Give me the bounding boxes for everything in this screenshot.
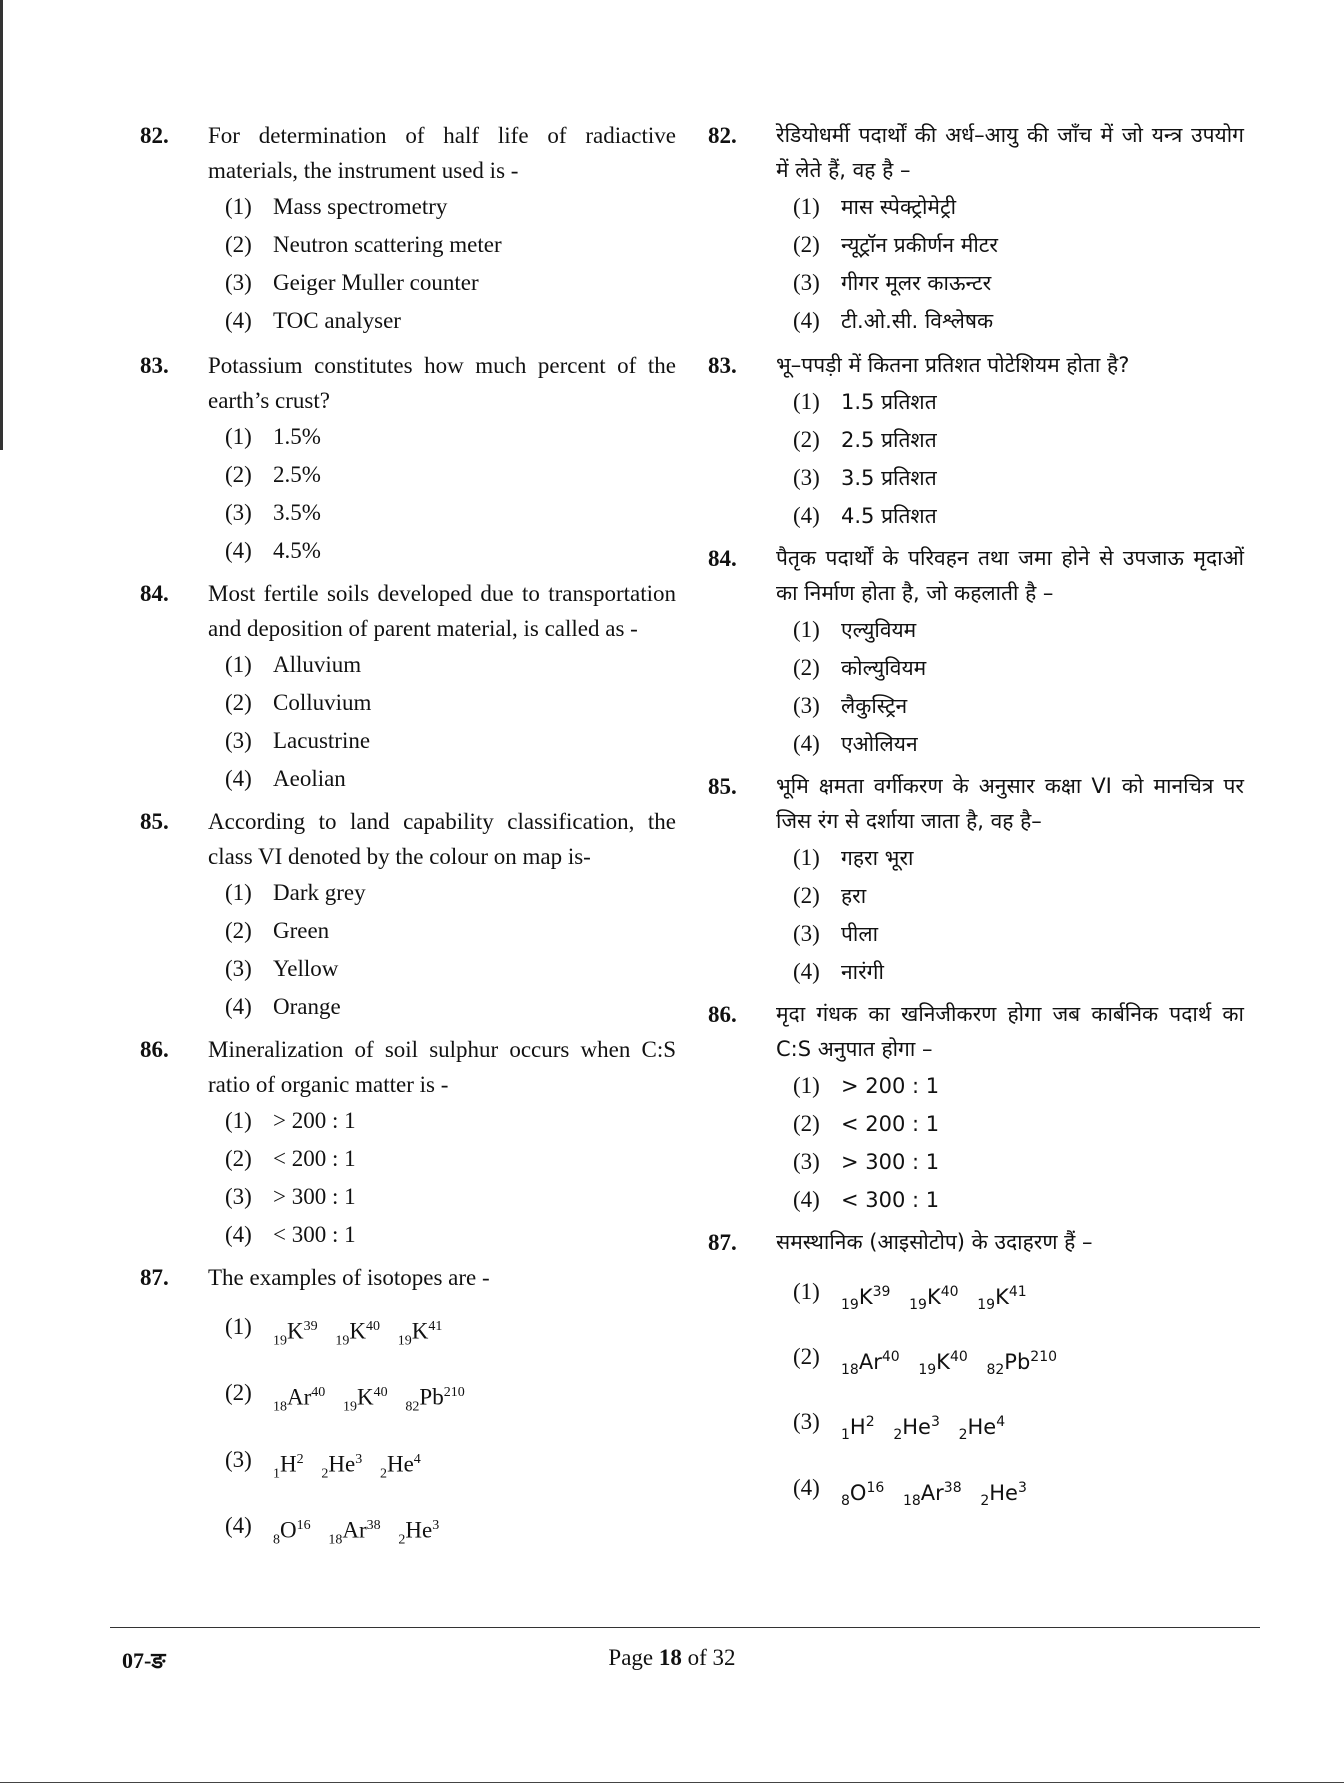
page-current: 18 <box>658 1645 682 1670</box>
option <box>225 418 676 456</box>
option-number: (4) <box>793 308 820 333</box>
option-text: Green <box>273 918 330 943</box>
option-text: न्यूट्रॉन प्रकीर्णन मीटर <box>841 233 998 257</box>
question-text: Most fertile soils developed due to transportation and deposition of parent material, is called as - <box>208 581 676 641</box>
option <box>793 877 1244 915</box>
question-number: 86. <box>140 1037 169 1062</box>
question-number: 84. <box>140 581 169 606</box>
question-number: 84. <box>708 546 737 571</box>
option-number: (1) <box>225 194 252 219</box>
option-text: < 200 : 1 <box>841 1112 940 1136</box>
option <box>225 1367 676 1433</box>
option-number: (4) <box>225 538 252 563</box>
isotope: $_2He^4$ <box>379 1451 421 1481</box>
option <box>225 1301 676 1367</box>
isotope-list <box>273 1434 433 1500</box>
question-82-en <box>140 118 676 340</box>
isotope: $_8O^{16}$ <box>273 1517 311 1547</box>
isotope: $_2He^3$ <box>398 1517 440 1547</box>
option-number: (2) <box>793 232 820 257</box>
options <box>793 1266 1244 1527</box>
option-text: पीला <box>841 922 879 946</box>
isotope: $_1H^2$ <box>273 1451 304 1481</box>
option <box>225 302 676 340</box>
question-number: 86. <box>708 1002 737 1027</box>
option-text: 4.5% <box>273 538 321 563</box>
option-number: (3) <box>793 693 820 718</box>
option-number: (3) <box>793 270 820 295</box>
option-number: (1) <box>793 1279 820 1304</box>
option-text: < 300 : 1 <box>273 1222 356 1247</box>
question-number: 85. <box>140 809 169 834</box>
question-number: 85. <box>708 774 737 799</box>
options <box>225 646 676 798</box>
option-text: कोल्युवियम <box>841 656 927 680</box>
options <box>225 1102 676 1254</box>
option-text: 4.5 प्रतिशत <box>841 504 937 528</box>
option-text: Orange <box>273 994 341 1019</box>
question-text: For determination of half life of radiactive materials, the instrument used is - <box>208 123 676 183</box>
option-number: (4) <box>793 959 820 984</box>
option <box>225 1216 676 1254</box>
option <box>225 188 676 226</box>
question-83-en <box>140 348 676 570</box>
question-84-en <box>140 576 676 798</box>
isotope-list <box>841 1396 1017 1461</box>
question-number: 82. <box>140 123 169 148</box>
option-number: (4) <box>793 503 820 528</box>
option-text: Lacustrine <box>273 728 371 753</box>
options <box>793 839 1244 991</box>
option-text: 1.5 प्रतिशत <box>841 390 937 414</box>
option-number: (4) <box>793 731 820 756</box>
option-number: (4) <box>225 766 252 791</box>
question-text: समस्थानिक (आइसोटोप) के उदाहरण हैं – <box>776 1230 1093 1254</box>
option <box>793 226 1244 264</box>
option <box>225 1140 676 1178</box>
isotope: $_{18}Ar^{38}$ <box>328 1517 381 1547</box>
option <box>793 497 1244 535</box>
option-number: (4) <box>225 994 252 1019</box>
bottom-divider <box>0 1782 1344 1783</box>
option <box>793 1105 1244 1143</box>
question-84-hi <box>708 541 1244 763</box>
option-number: (2) <box>225 1146 252 1171</box>
option <box>225 950 676 988</box>
question-85-hi <box>708 769 1244 991</box>
option-text: > 200 : 1 <box>841 1074 940 1098</box>
option-text: 1.5% <box>273 424 321 449</box>
options <box>793 383 1244 535</box>
isotope: $_{82}Pb^{210}$ <box>405 1384 465 1415</box>
isotope-list <box>273 1367 477 1433</box>
option <box>793 953 1244 991</box>
option <box>793 383 1244 421</box>
page-number <box>0 1645 1344 1671</box>
isotope: $_2He^3$ <box>893 1414 940 1444</box>
option <box>793 459 1244 497</box>
option <box>793 839 1244 877</box>
option-text: एल्युवियम <box>841 618 917 642</box>
option-number: (1) <box>793 194 820 219</box>
option <box>793 1266 1244 1331</box>
option <box>793 1143 1244 1181</box>
option <box>225 1178 676 1216</box>
question-text: The examples of isotopes are - <box>208 1265 490 1290</box>
option-number: (4) <box>225 308 252 333</box>
option-number: (3) <box>225 270 252 295</box>
options <box>225 188 676 340</box>
option-text: हरा <box>841 884 867 908</box>
option-number: (3) <box>793 921 820 946</box>
option-text: Colluvium <box>273 690 372 715</box>
question-text: पैतृक पदार्थों के परिवहन तथा जमा होने से उपजाऊ मृदाओं का निर्माण होता है, जो कहलाती है – <box>776 546 1244 605</box>
option <box>225 646 676 684</box>
option-text: > 200 : 1 <box>273 1108 356 1133</box>
options <box>793 1067 1244 1219</box>
question-text: भू–पपड़ी में कितना प्रतिशत पोटेशियम होता है? <box>776 353 1130 377</box>
option-number: (2) <box>793 655 820 680</box>
option-text: 2.5 प्रतिशत <box>841 428 937 452</box>
isotope: $_{19}K^{41}$ <box>977 1284 1027 1314</box>
page-prefix: Page <box>608 1645 659 1670</box>
option-text: गहरा भूरा <box>841 846 914 870</box>
option <box>793 1067 1244 1105</box>
option-number: (2) <box>225 690 252 715</box>
question-text: Potassium constitutes how much percent of the earth’s crust? <box>208 353 676 413</box>
option-number: (2) <box>225 1380 252 1406</box>
option-text: < 300 : 1 <box>841 1188 940 1212</box>
option-number: (3) <box>225 500 252 525</box>
isotope-list <box>273 1301 454 1367</box>
question-86-en <box>140 1032 676 1254</box>
option-number: (3) <box>225 728 252 753</box>
option-text: Alluvium <box>273 652 362 677</box>
isotope: $_{19}K^{39}$ <box>273 1318 318 1349</box>
option-number: (3) <box>793 1149 820 1174</box>
option <box>793 1462 1244 1527</box>
options <box>225 1301 676 1566</box>
option <box>793 725 1244 763</box>
option-number: (4) <box>225 1222 252 1247</box>
option-number: (2) <box>793 427 820 452</box>
option-text: > 300 : 1 <box>273 1184 356 1209</box>
option <box>793 1331 1244 1396</box>
option-text: Mass spectrometry <box>273 194 448 219</box>
isotope: $_2He^4$ <box>958 1414 1006 1444</box>
options <box>793 188 1244 340</box>
option-text: Aeolian <box>273 766 346 791</box>
option-text: टी.ओ.सी. विश्लेषक <box>841 309 994 333</box>
option-number: (1) <box>225 880 252 905</box>
option <box>225 912 676 950</box>
option-number: (3) <box>225 1184 252 1209</box>
isotope: $_2He^3$ <box>321 1451 363 1481</box>
option <box>225 874 676 912</box>
page-edge-mark <box>0 0 3 450</box>
option-text: 3.5% <box>273 500 321 525</box>
option-text: > 300 : 1 <box>841 1150 940 1174</box>
option-number: (1) <box>225 652 252 677</box>
option-number: (2) <box>225 232 252 257</box>
isotope: $_{19}K^{39}$ <box>841 1284 891 1314</box>
option <box>793 611 1244 649</box>
option-text: नारंगी <box>841 960 884 984</box>
isotope: $_{18}Ar^{38}$ <box>902 1479 962 1509</box>
option-text: लैकुस्ट्रिन <box>841 694 908 718</box>
option <box>793 302 1244 340</box>
question-number: 82. <box>708 123 737 148</box>
option-text: Neutron scattering meter <box>273 232 502 257</box>
option <box>793 649 1244 687</box>
option <box>793 687 1244 725</box>
option-text: < 200 : 1 <box>273 1146 356 1171</box>
question-87-en <box>140 1260 676 1566</box>
option-text: 2.5% <box>273 462 321 487</box>
page-total: of 32 <box>681 1645 736 1670</box>
english-column <box>140 118 676 1566</box>
paper-code: 07-ङ <box>122 1648 166 1673</box>
options <box>793 611 1244 763</box>
option-number: (2) <box>793 1344 820 1370</box>
option-number: (1) <box>225 424 252 449</box>
question-number: 87. <box>708 1230 737 1255</box>
isotope: $_{19}K^{41}$ <box>397 1318 443 1349</box>
isotope: $_{82}Pb^{210}$ <box>986 1349 1058 1379</box>
option-text: Geiger Muller counter <box>273 270 479 295</box>
option-number: (3) <box>793 1409 820 1435</box>
option <box>225 1434 676 1500</box>
option-text: एओलियन <box>841 732 918 756</box>
option <box>225 988 676 1026</box>
option-number: (2) <box>793 1111 820 1136</box>
option-number: (1) <box>793 1073 820 1098</box>
question-83-hi <box>708 348 1244 535</box>
options <box>225 874 676 1026</box>
question-86-hi <box>708 997 1244 1219</box>
question-number: 83. <box>708 353 737 378</box>
option-text: TOC analyser <box>273 308 401 333</box>
options <box>225 418 676 570</box>
option-number: (1) <box>225 1108 252 1133</box>
option-number: (1) <box>793 617 820 642</box>
isotope: $_{19}K^{40}$ <box>343 1384 388 1415</box>
option-number: (2) <box>225 462 252 487</box>
isotope: $_{19}K^{40}$ <box>918 1349 968 1379</box>
option-number: (1) <box>225 1314 252 1339</box>
isotope: $_{19}K^{40}$ <box>335 1318 380 1349</box>
question-text: Mineralization of soil sulphur occurs when C:S ratio of organic matter is - <box>208 1037 676 1097</box>
question-82-hi <box>708 118 1244 340</box>
question-text: भूमि क्षमता वर्गीकरण के अनुसार कक्षा VI को मानचित्र पर जिस रंग से दर्शाया जाता है, वह है– <box>776 774 1244 833</box>
option <box>225 684 676 722</box>
isotope-list <box>841 1462 1039 1527</box>
option <box>793 421 1244 459</box>
question-number: 87. <box>140 1265 169 1290</box>
option-number: (3) <box>225 956 252 981</box>
option <box>225 532 676 570</box>
option <box>225 1102 676 1140</box>
option-text: 3.5 प्रतिशत <box>841 466 937 490</box>
option-text: Dark grey <box>273 880 366 905</box>
option-text: मास स्पेक्ट्रोमेट्री <box>841 195 957 219</box>
option <box>225 456 676 494</box>
hindi-column <box>708 118 1244 1527</box>
option-number: (1) <box>793 845 820 870</box>
question-87-hi <box>708 1225 1244 1527</box>
option-number: (2) <box>793 883 820 908</box>
option <box>225 760 676 798</box>
option-number: (4) <box>793 1187 820 1212</box>
question-text: According to land capability classification, the class VI denoted by the colour on map is- <box>208 809 676 869</box>
option <box>793 915 1244 953</box>
option-number: (4) <box>225 1512 252 1538</box>
isotope: $_8O^{16}$ <box>841 1479 885 1509</box>
isotope: $_{18}Ar^{40}$ <box>273 1384 326 1415</box>
option-text: Yellow <box>273 956 339 981</box>
option <box>225 494 676 532</box>
isotope-list <box>273 1500 451 1566</box>
question-text: रेडियोधर्मी पदार्थों की अर्ध–आयु की जाँच में जो यन्त्र उपयोग में लेते हैं, वह है – <box>776 123 1244 182</box>
option <box>225 264 676 302</box>
footer-divider <box>110 1627 1260 1628</box>
isotope: $_1H^2$ <box>841 1414 875 1444</box>
option-number: (3) <box>793 465 820 490</box>
option-text: गीगर मूलर काऊन्टर <box>841 271 992 295</box>
question-85-en <box>140 804 676 1026</box>
isotope-list <box>841 1331 1069 1396</box>
isotope-list <box>841 1266 1039 1331</box>
option-number: (3) <box>225 1446 252 1472</box>
question-number: 83. <box>140 353 169 378</box>
option <box>793 1396 1244 1461</box>
option <box>225 226 676 264</box>
option <box>225 722 676 760</box>
option-number: (1) <box>793 389 820 414</box>
option-number: (4) <box>793 1474 820 1500</box>
option <box>793 264 1244 302</box>
isotope: $_{19}K^{40}$ <box>909 1284 959 1314</box>
option-number: (2) <box>225 918 252 943</box>
isotope: $_{18}Ar^{40}$ <box>841 1349 900 1379</box>
option <box>793 1181 1244 1219</box>
isotope: $_2He^3$ <box>980 1479 1027 1509</box>
option <box>793 188 1244 226</box>
question-text: मृदा गंधक का खनिजीकरण होगा जब कार्बनिक पदार्थ का C:S अनुपात होगा – <box>776 1002 1244 1061</box>
option <box>225 1500 676 1566</box>
